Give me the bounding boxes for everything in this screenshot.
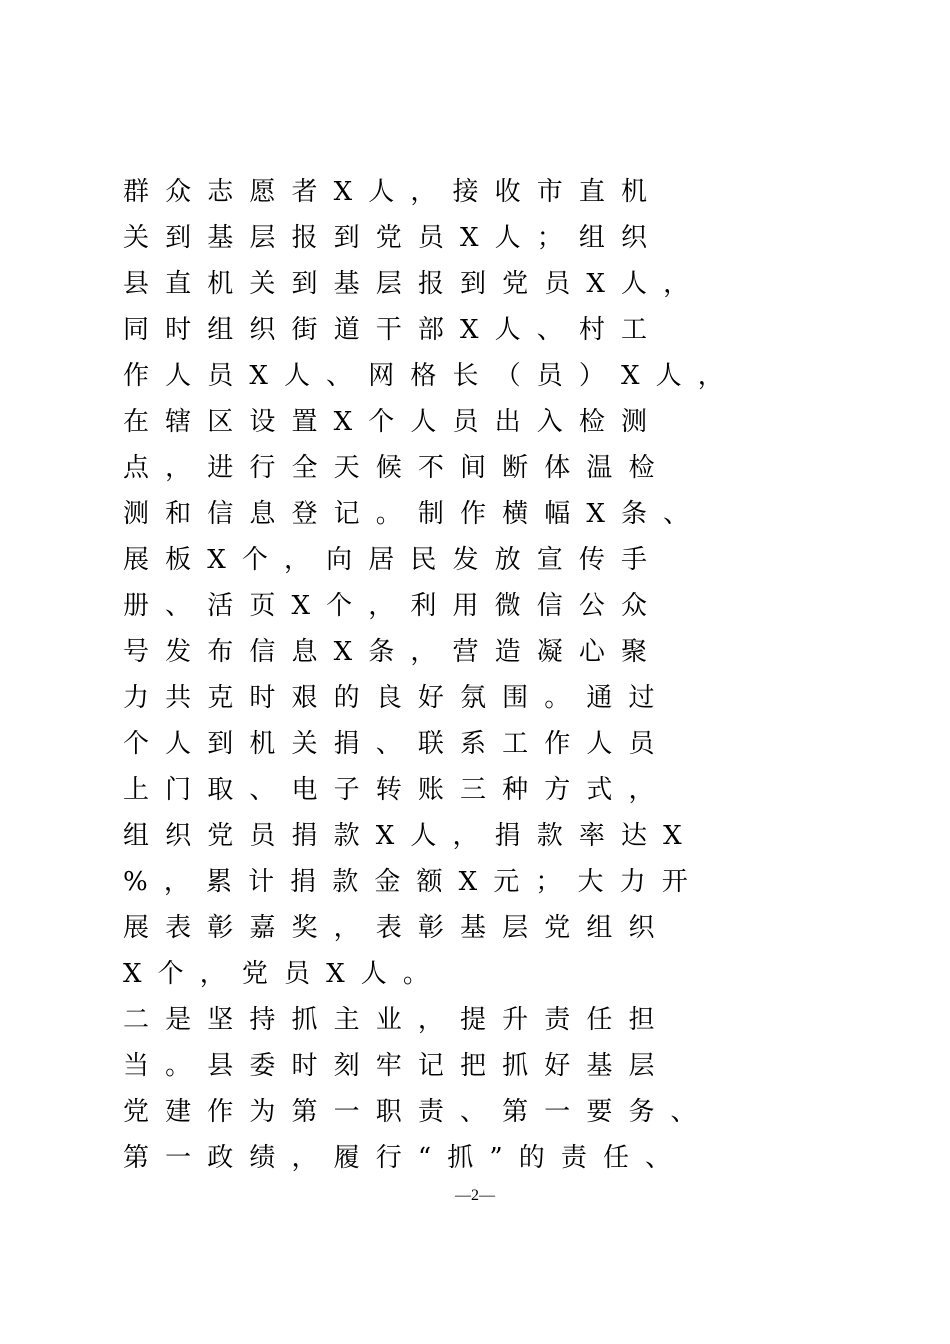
text-line-19: 二是坚持抓主业，提升责任担 xyxy=(123,1005,671,1035)
text-line-5: 作人员X人、网格长（员）X人， xyxy=(123,361,740,391)
text-line-8: 测和信息登记。制作横幅X条、 xyxy=(123,499,706,529)
text-line-6: 在辖区设置X个人员出入检测 xyxy=(123,407,664,437)
text-line-12: 力共克时艰的良好氛围。通过 xyxy=(123,683,671,713)
text-line-17: 展表彰嘉奖，表彰基层党组织 xyxy=(123,913,671,943)
text-line-9: 展板X个，向居民发放宣传手 xyxy=(123,545,664,575)
text-line-3: 县直机关到基层报到党员X人， xyxy=(123,269,706,299)
text-line-7: 点，进行全天候不间断体温检 xyxy=(123,453,671,483)
text-line-21: 党建作为第一职责、第一要务、 xyxy=(123,1097,713,1127)
page-number: —2— xyxy=(455,1187,495,1204)
text-line-11: 号发布信息X条，营造凝心聚 xyxy=(123,637,664,667)
text-line-14: 上门取、电子转账三种方式， xyxy=(123,775,671,805)
body-text xyxy=(123,169,863,1181)
text-line-16: %，累计捐款金额X元；大力开 xyxy=(123,867,704,897)
text-line-18: X个，党员X人。 xyxy=(123,959,445,989)
text-line-10: 册、活页X个，利用微信公众 xyxy=(123,591,664,621)
text-line-13: 个人到机关捐、联系工作人员 xyxy=(123,729,671,759)
text-line-4: 同时组织街道干部X人、村工 xyxy=(123,315,664,345)
text-line-22: 第一政绩，履行“抓”的责任、 xyxy=(123,1143,688,1173)
text-line-2: 关到基层报到党员X人；组织 xyxy=(123,223,664,253)
text-line-20: 当。县委时刻牢记把抓好基层 xyxy=(123,1051,671,1081)
text-line-1: 群众志愿者X人，接收市直机 xyxy=(123,177,664,207)
text-line-15: 组织党员捐款X人，捐款率达X xyxy=(123,821,698,851)
